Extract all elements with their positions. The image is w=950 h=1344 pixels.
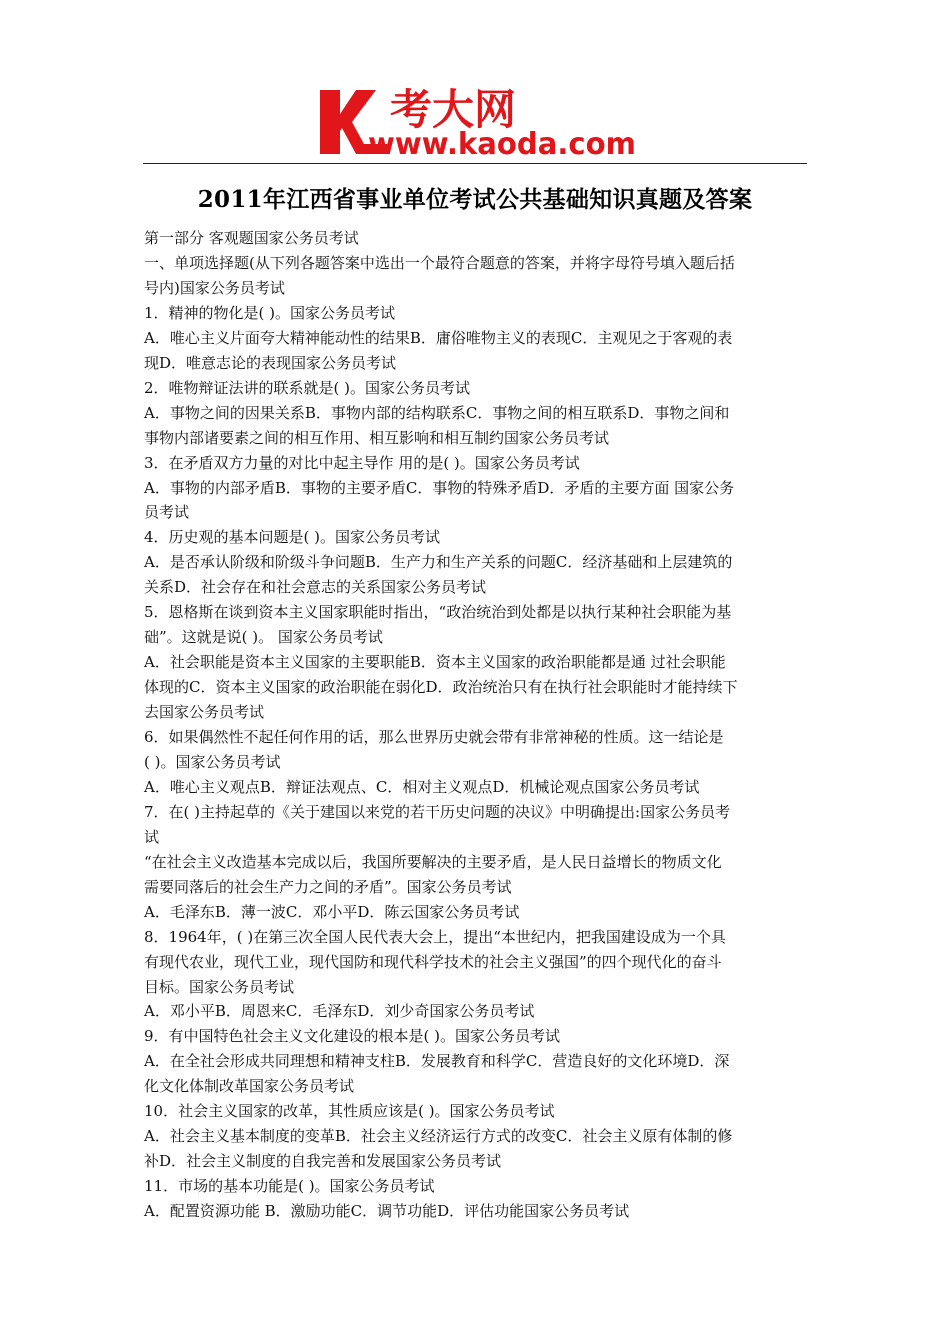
document-line: 号内)国家公务员考试 (144, 278, 285, 297)
document-line: 化文化体制改革国家公务员考试 (144, 1077, 355, 1096)
document-line: 目标。国家公务员考试 (144, 977, 295, 996)
document-line: A．邓小平B．周恩来C．毛泽东D．刘少奇国家公务员考试 (144, 1002, 535, 1021)
document-line: A．社会职能是资本主义国家的主要职能B．资本主义国家的政治职能都是通 过社会职能 (144, 653, 726, 672)
logo-text: 考大网 (390, 85, 517, 134)
document-line: 员考试 (144, 503, 190, 522)
document-line: 4．历史观的基本问题是( )。国家公务员考试 (144, 528, 441, 547)
document-line: 11．市场的基本功能是( )。国家公务员考试 (144, 1177, 435, 1196)
document-line: 8．1964年，( )在第三次全国人民代表大会上，提出“本世纪内，把我国建设成为一个具 (144, 927, 726, 946)
document-line: 第一部分 客观题国家公务员考试 (144, 229, 359, 247)
document-line: 事物内部诸要素之间的相互作用、相互影响和相互制约国家公务员考试 (144, 428, 610, 447)
document-line: 6．如果偶然性不起任何作用的话，那么世界历史就会带有非常神秘的性质。这一结论是 (144, 728, 724, 746)
document-title: 2011年江西省事业单位考试公共基础知识真题及答案 (197, 186, 753, 213)
document-line: 补D．社会主义制度的自我完善和发展国家公务员考试 (144, 1152, 502, 1171)
document-line: 现D．唯意志论的表现国家公务员考试 (144, 353, 397, 372)
document-line: 5．恩格斯在谈到资本主义国家职能时指出，“政治统治到处都是以执行某种社会职能为基 (144, 603, 732, 622)
document-line: A．社会主义基本制度的变革B．社会主义经济运行方式的改变C．社会主义原有体制的修 (144, 1127, 733, 1146)
document-line: A．是否承认阶级和阶级斗争问题B．生产力和生产关系的问题C．经济基础和上层建筑的 (144, 553, 733, 572)
document-line: 9．有中国特色社会主义文化建设的根本是( )。国家公务员考试 (144, 1027, 561, 1046)
document-line: ( )。国家公务员考试 (144, 752, 281, 771)
document-line: A．毛泽东B．薄一波C．邓小平D．陈云国家公务员考试 (144, 902, 520, 921)
document-line: 有现代农业，现代工业，现代国防和现代科学技术的社会主义强国”的四个现代化的奋斗 (144, 952, 722, 971)
document-line: A．唯心主义观点B．辩证法观点、C．相对主义观点D．机械论观点国家公务员考试 (144, 777, 700, 796)
document-line: 1．精神的物化是( )。国家公务员考试 (144, 303, 396, 322)
document-line: 去国家公务员考试 (144, 703, 265, 722)
document-line: A．配置资源功能 B．激励功能C．调节功能D．评估功能国家公务员考试 (144, 1202, 630, 1221)
document-line: 10．社会主义国家的改革，其性质应该是( )。国家公务员考试 (144, 1102, 555, 1121)
document-line: 7．在( )主持起草的《关于建国以来党的若干历史问题的决议》中明确提出:国家公务员考 (144, 802, 731, 821)
header-divider (143, 163, 807, 164)
document-line: 一、单项选择题(从下列各题答案中选出一个最符合题意的答案，并将字母符号填入题后括 (144, 253, 735, 272)
logo-url: www.kaoda.com (368, 127, 636, 160)
document-line: 需要同落后的社会生产力之间的矛盾”。国家公务员考试 (144, 877, 512, 896)
document-line: 础”。这就是说( )。 国家公务员考试 (144, 628, 383, 647)
document-line: “在社会主义改造基本完成以后，我国所要解决的主要矛盾，是人民日益增长的物质文化 (144, 852, 722, 871)
document-line: 试 (144, 827, 160, 846)
document-line: 3．在矛盾双方力量的对比中起主导作 用的是( )。国家公务员考试 (144, 453, 580, 472)
document-line: A．事物的内部矛盾B．事物的主要矛盾C．事物的特殊矛盾D．矛盾的主要方面 国家公务 (144, 478, 735, 497)
document-line: A．事物之间的因果关系B．事物内部的结构联系C．事物之间的相互联系D．事物之间和 (144, 403, 730, 422)
kaoda-logo (318, 84, 648, 160)
document-line: 2．唯物辩证法讲的联系就是( )。国家公务员考试 (144, 378, 471, 397)
document-line: A．在全社会形成共同理想和精神支柱B．发展教育和科学C．营造良好的文化环境D．深 (144, 1052, 730, 1071)
document-line: 体现的C．资本主义国家的政治职能在弱化D．政治统治只有在执行社会职能时才能持续下 (144, 678, 738, 697)
document-line: 关系D．社会存在和社会意志的关系国家公务员考试 (144, 578, 487, 597)
document-line: A．唯心主义片面夸大精神能动性的结果B．庸俗唯物主义的表现C．主观见之于客观的表 (144, 328, 733, 347)
